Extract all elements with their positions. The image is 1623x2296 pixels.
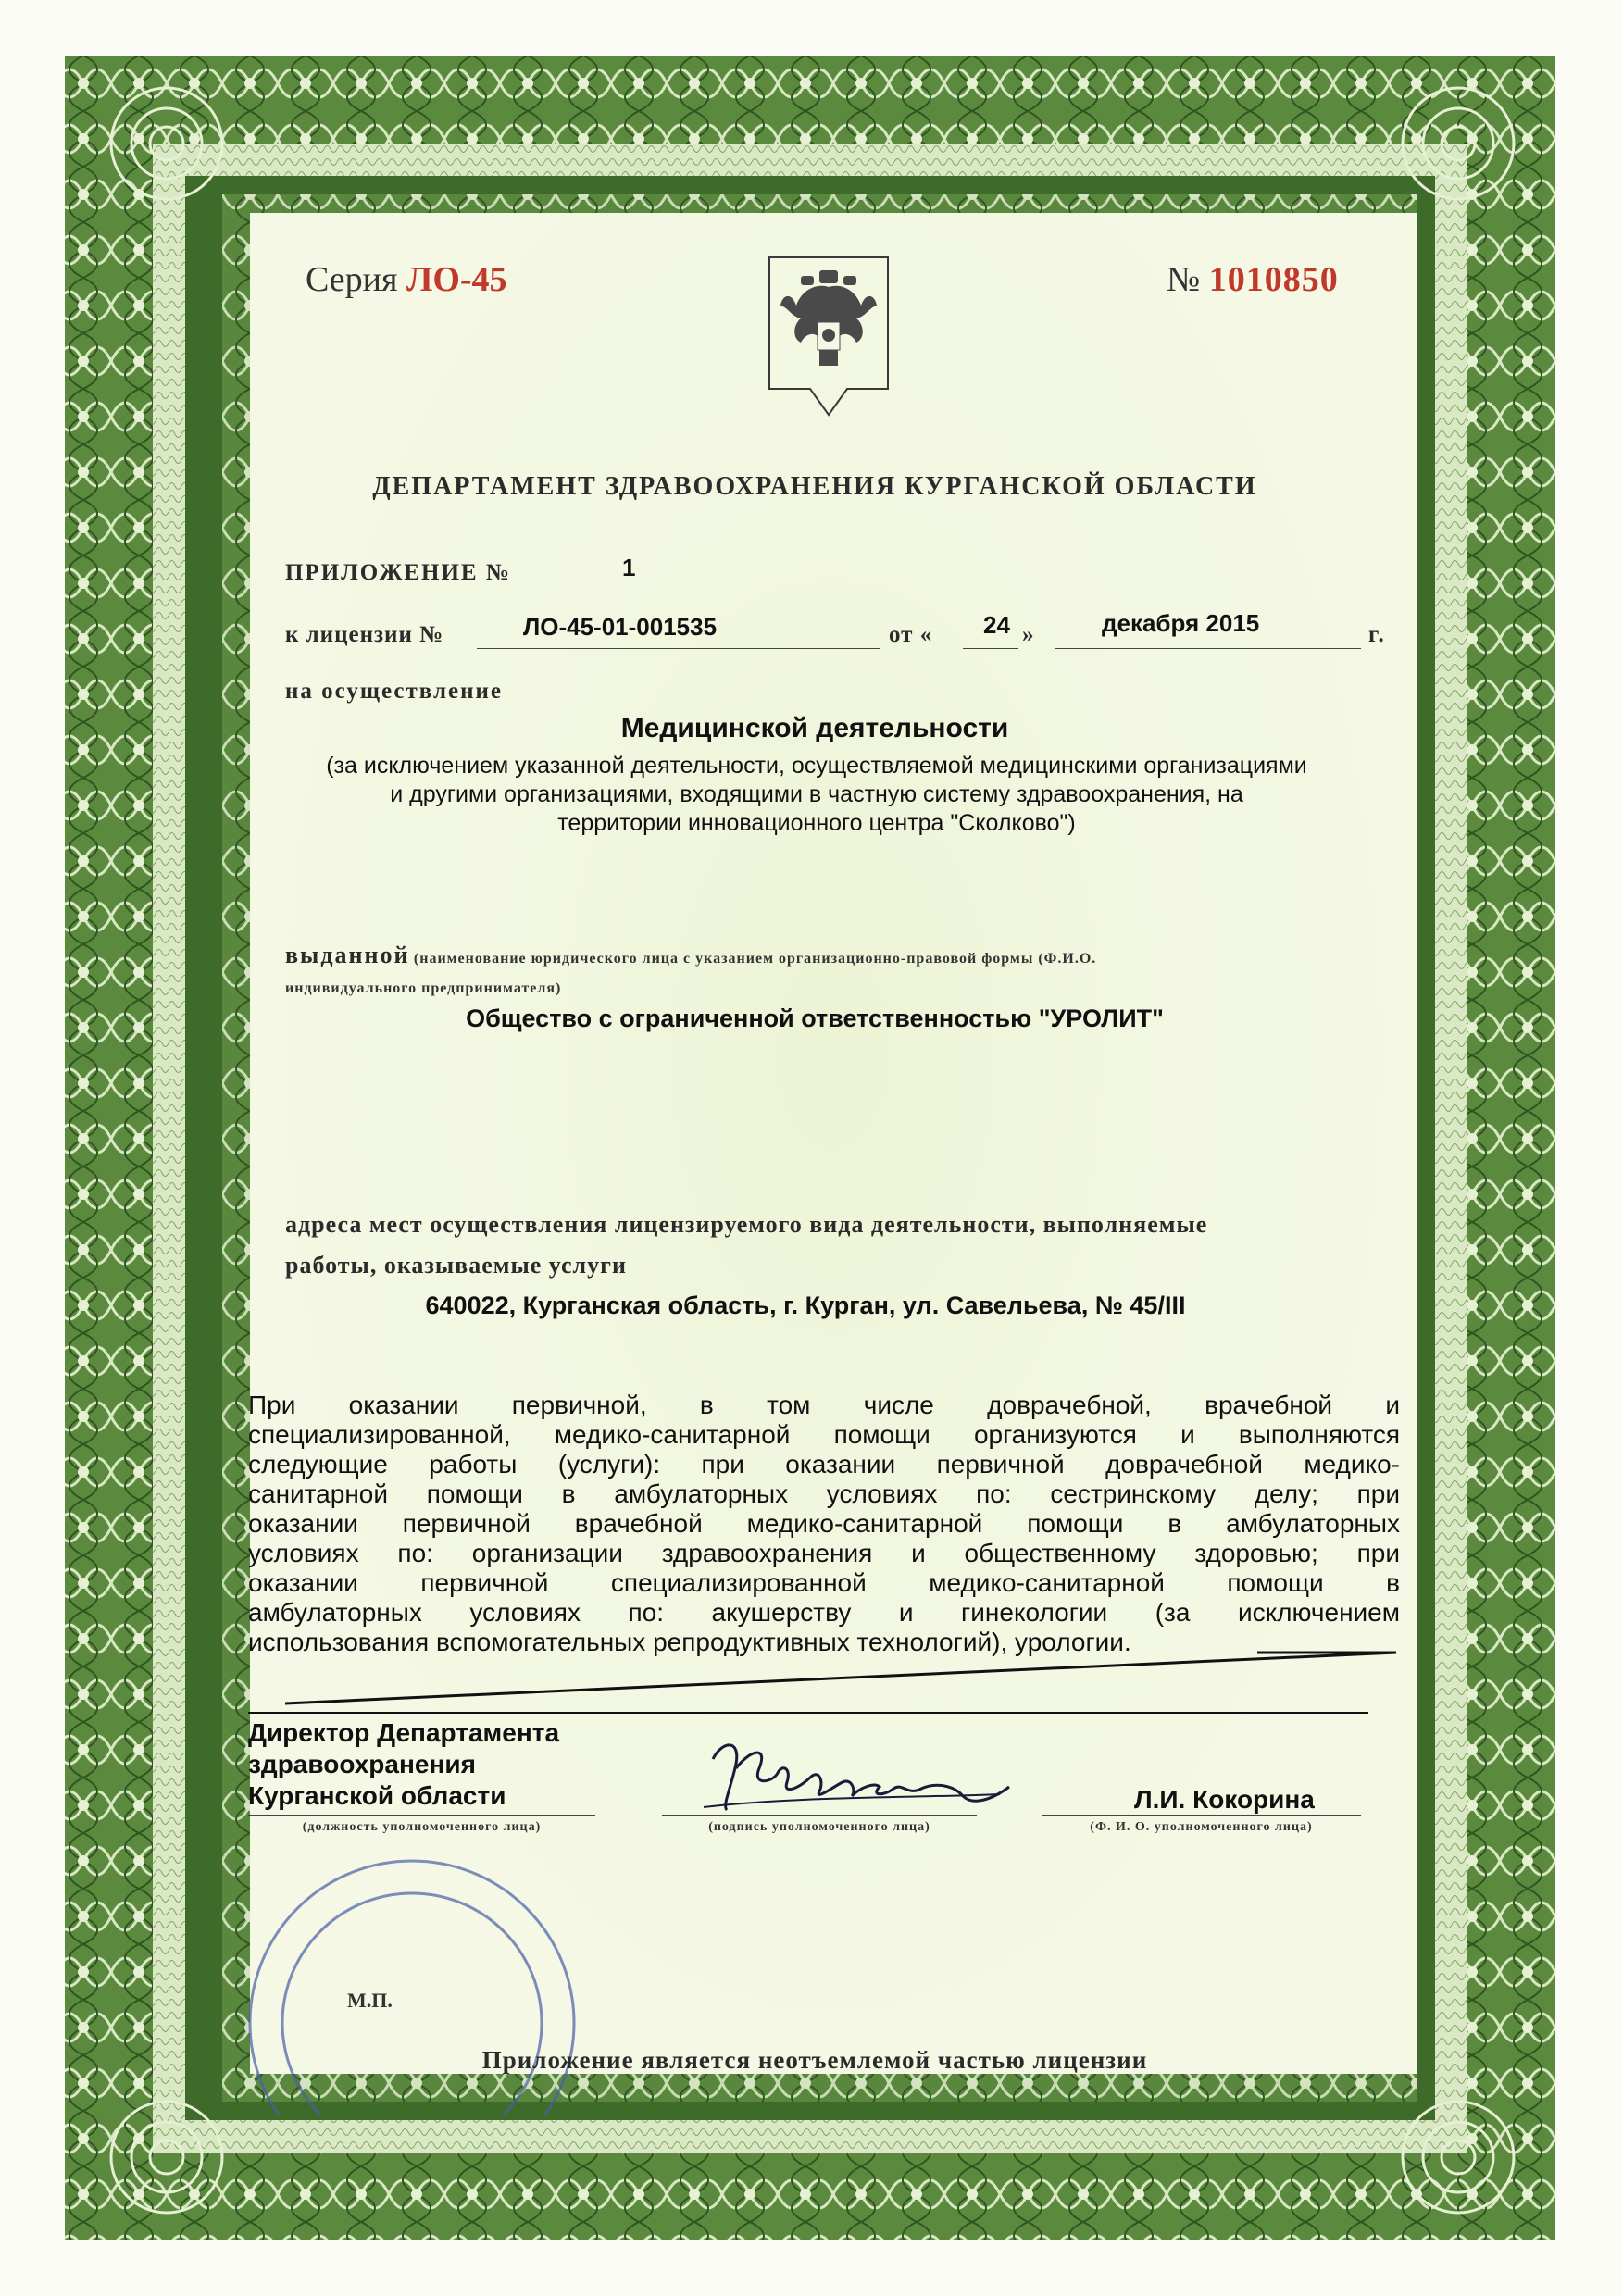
activity-note-line: (за исключением указанной деятельности, осуществляемой медицинскими организациями [326, 753, 1307, 779]
serial-number [1167, 259, 1339, 300]
activity-note [243, 752, 1391, 838]
services-line: амбулаторных условиях по: акушерству и гинекологии (за исключением [248, 1598, 1400, 1627]
name-hint: (Ф. И. О. уполномоченного лица) [1090, 1820, 1313, 1834]
date-from-label: от « [889, 622, 933, 647]
license-underline [477, 648, 880, 649]
signature-image [685, 1731, 1018, 1824]
series [306, 259, 507, 300]
date-day-close: » [1022, 622, 1036, 647]
position-line: Курганской области [248, 1781, 506, 1810]
number-value: 1010850 [1208, 260, 1339, 299]
coat-of-arms-icon [764, 250, 893, 426]
services-line: оказании первичной специализированной медико-санитарной помощи в [248, 1568, 1400, 1597]
date-day: 24 [983, 611, 1010, 639]
date-month-year: декабря 2015 [1102, 609, 1260, 637]
services-line: оказании первичной врачебной медико-санитарной помощи в амбулаторных [248, 1509, 1400, 1538]
address-value: 640022, Курганская область, г. Курган, ул. Савельева, № 45/III [425, 1292, 1186, 1319]
signatory-position [248, 1717, 559, 1812]
activity-title: Медицинской деятельности [620, 713, 1009, 743]
services-line: следующие работы (услуги): при оказании первичной доврачебной медико- [248, 1450, 1400, 1479]
number-label: № [1167, 260, 1201, 299]
issued-hint: (наименование юридического лица с указанием организационно-правовой формы (Ф.И.О. [413, 951, 1097, 967]
activity-note-line: и другими организациями, входящими в частную систему здравоохранения, на [390, 781, 1243, 807]
appendix-label: ПРИЛОЖЕНИЕ № [285, 560, 511, 585]
services-last-line: использования вспомогательных репродуктивных технологий), урологии. [248, 1628, 1131, 1656]
stamp-label: М.П. [347, 1989, 393, 2012]
day-underline [963, 648, 1018, 649]
services-paragraph [248, 1391, 1400, 1657]
services-line: условиях по: организации здравоохранения и общественному здоровью; при [248, 1539, 1400, 1567]
services-line: специализированной, медико-санитарной помощи организуются и выполняются [248, 1420, 1400, 1449]
services-line: При оказании первичной, в том числе доврачебной, врачебной и [248, 1391, 1400, 1419]
activity-label: на осуществление [285, 679, 504, 704]
license-label: к лицензии № [285, 622, 444, 647]
signature-hint: (подпись уполномоченного лица) [708, 1820, 930, 1834]
license-number: ЛО-45-01-001535 [523, 613, 718, 641]
position-underline [248, 1815, 595, 1816]
organization-name: Общество с ограниченной ответственностью "УРОЛИТ" [466, 1004, 1164, 1032]
position-line: здравоохранения [248, 1750, 476, 1778]
name-underline [1042, 1815, 1361, 1816]
signatory-name: Л.И. Кокорина [1134, 1785, 1315, 1814]
position-line: Директор Департамента [248, 1718, 560, 1747]
series-value: ЛО-45 [406, 260, 507, 299]
position-hint: (должность уполномоченного лица) [302, 1820, 542, 1834]
issued-block [285, 940, 1368, 1003]
services-line: санитарной помощи в амбулаторных условиях по: сестринскому делу; при [248, 1479, 1400, 1508]
series-label: Серия [306, 260, 398, 299]
address-label-2: работы, оказываемые услуги [285, 1252, 627, 1279]
activity-note-line: территории инновационного центра "Сколково") [557, 810, 1076, 836]
issued-label: выданной [285, 942, 410, 968]
year-suffix: г. [1368, 622, 1386, 647]
date-underline [1055, 648, 1361, 649]
address-label: адреса мест осуществления лицензируемого вида деятельности, выполняемые [285, 1211, 1208, 1238]
signature-underline [662, 1815, 977, 1816]
appendix-number: 1 [622, 554, 636, 581]
issued-hint-2: индивидуального предпринимателя) [285, 980, 562, 996]
footer-note: Приложение является неотъемлемой частью лицензии [481, 2046, 1148, 2074]
department-title: ДЕПАРТАМЕНТ ЗДРАВООХРАНЕНИЯ КУРГАНСКОЙ ОБЛАСТИ [372, 472, 1257, 501]
